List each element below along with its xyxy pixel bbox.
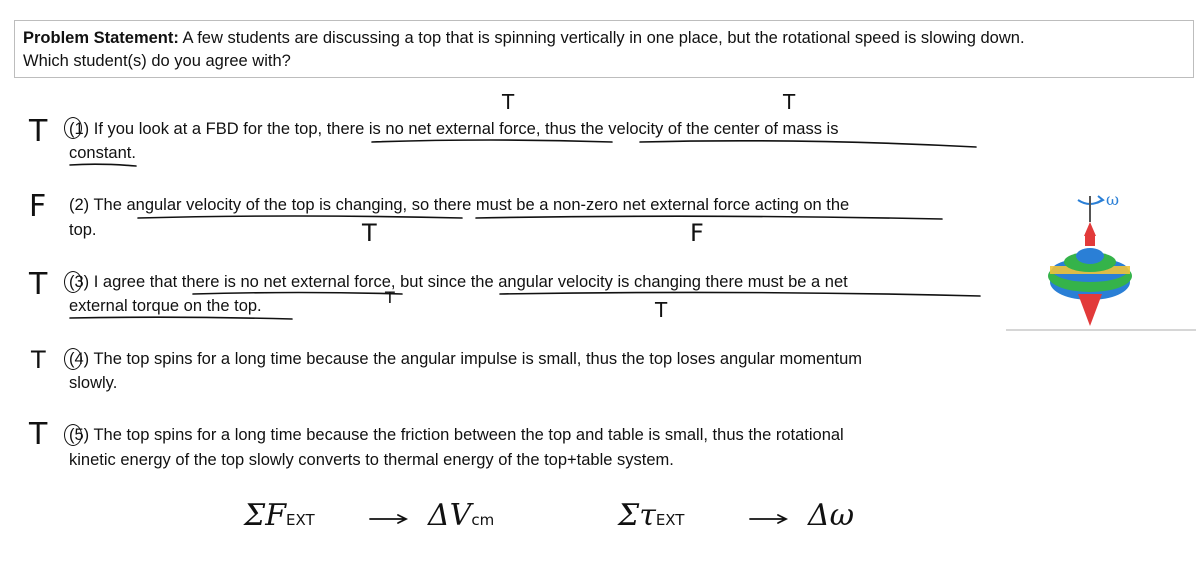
problem-label: Problem Statement: (23, 29, 179, 47)
judgment-mark-2: F (29, 189, 47, 224)
statement-1-line-2: constant. (69, 144, 136, 162)
annotation-mark-s3-b: T (655, 298, 668, 322)
statement-5-line-2: kinetic energy of the top slowly converts to thermal energy of the top+table system. (69, 451, 674, 469)
annotation-mark-s2-b: F (690, 219, 704, 247)
annotation-mark-s3-a: T (385, 288, 395, 307)
spinning-top-icon (1006, 190, 1196, 340)
eq1-rhs-sub: cm (471, 511, 495, 529)
eq1-rhs: ΔV (428, 498, 472, 533)
underline-s3-c (70, 317, 292, 319)
equation-angular (808, 498, 854, 533)
statement-5-line-1: (5) The top spins for a long time because the friction between the top and table is small, thus the rotational (69, 426, 844, 444)
underline-s1-a (372, 140, 612, 142)
eq1-sub: EXT (286, 511, 315, 529)
underline-s3-a (193, 293, 402, 295)
statement-4-line-2: slowly. (69, 374, 118, 392)
statement-1-line-1: (1) If you look at a FBD for the top, there is no net external force, thus the velocity of the center of mass is (69, 120, 839, 138)
arrow-1 (368, 512, 412, 526)
eq2-rhs: Δω (808, 498, 855, 533)
eq1-lhs: ΣF (244, 498, 287, 533)
spinning-top-figure (1006, 190, 1196, 340)
eq2-lhs: Στ (618, 498, 656, 533)
problem-text: A few students are discussing a top that is spinning vertically in one place, but the rotational speed is slowing down. (178, 29, 1025, 47)
equation-force (244, 498, 315, 533)
statement-4-line-1: (4) The top spins for a long time because the angular impulse is small, thus the top loses angular momentum (69, 350, 863, 368)
equation-torque (618, 498, 684, 533)
statement-2-line-2: top. (69, 221, 97, 239)
judgment-mark-5: T (29, 417, 48, 452)
statement-3-line-1: (3) I agree that there is no net external force, but since the angular velocity is changing there must be a net (69, 273, 848, 291)
annotation-mark-s1-b: T (783, 90, 796, 114)
arrow-2 (748, 512, 792, 526)
annotation-mark-s2-a: T (362, 219, 377, 247)
equation-velocity (428, 498, 494, 533)
underline-s2-b (476, 216, 942, 219)
underline-s1-b (640, 141, 976, 147)
statement-2-line-1: (2) The angular velocity of the top is changing, so there must be a non-zero net external force acting on the (69, 196, 850, 214)
judgment-mark-1: T (29, 114, 48, 149)
judgment-mark-3: T (29, 267, 48, 302)
statement-3-line-2: external torque on the top. (69, 297, 262, 315)
underline-s1-c (70, 164, 136, 166)
underline-s3-b (500, 292, 980, 296)
judgment-mark-4: T (31, 346, 46, 374)
problem-line-2: Which student(s) do you agree with? (23, 52, 291, 70)
omega-label: ω (1106, 190, 1120, 209)
eq2-sub: EXT (655, 511, 685, 529)
underline-s2-a (138, 216, 462, 218)
annotation-mark-s1-a: T (502, 90, 515, 114)
